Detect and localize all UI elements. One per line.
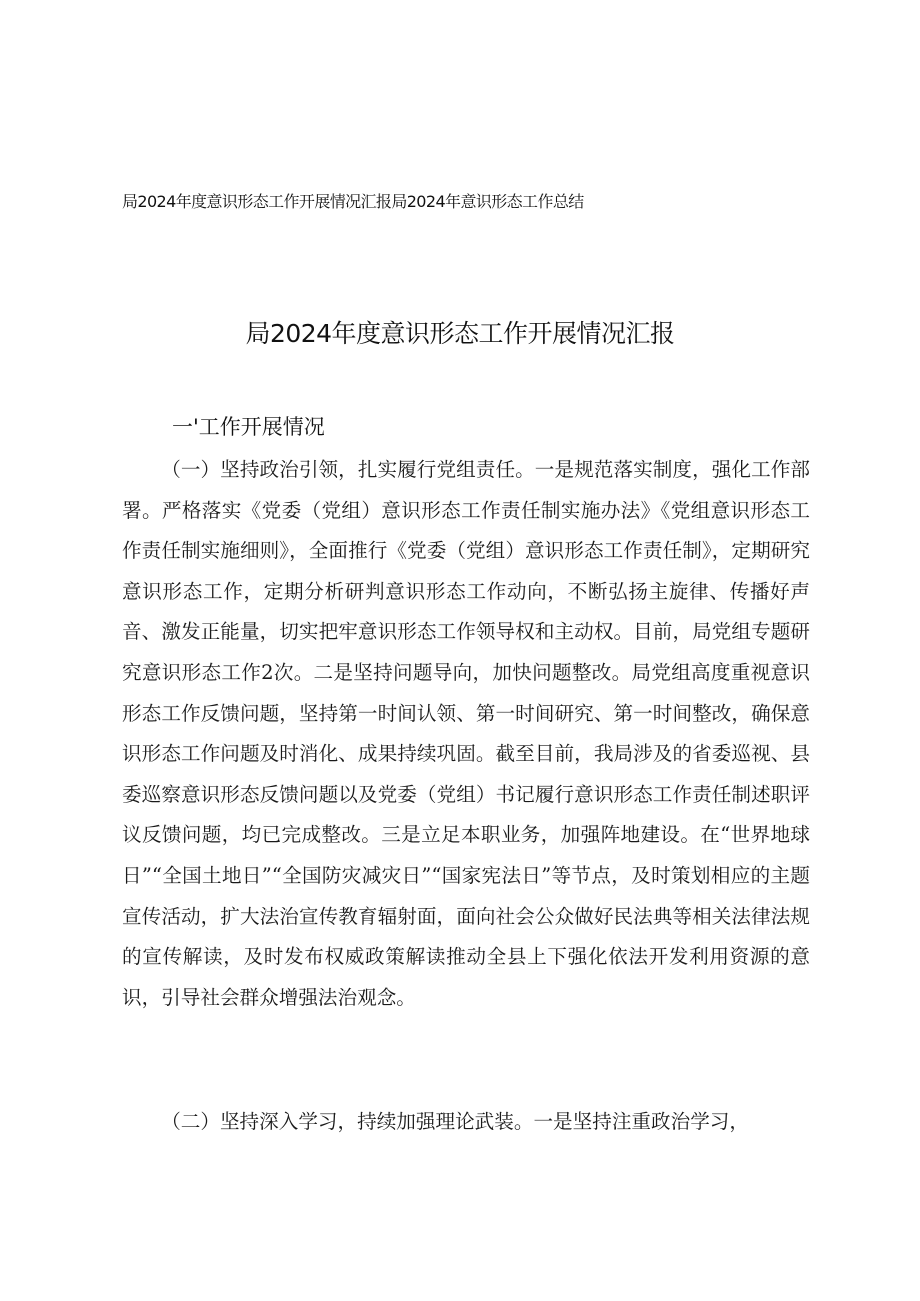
body-paragraph: （二）坚持深入学习，持续加强理论武装。一是坚持注重政治学习， <box>161 1110 749 1133</box>
section-heading: 一'工作开展情况 <box>172 415 325 439</box>
document-title: 局2024年度意识形态工作开展情况汇报 <box>245 319 675 348</box>
document-header: 局2024年度意识形态工作开展情况汇报局2024年意识形态工作总结 <box>122 192 584 211</box>
body-paragraph: （一）坚持政治引领，扎实履行党组责任。一是规范落实制度，强化工作部署。严格落实《党委（党组）意识形态工作责任制实施办法》《党组意识形态工作责任制实施细则》，全面推行《党委（党组）意识形态工作责任制》，定期研究意识形态工作，定期分析研判意识形态工作动向，不断弘扬主旋律、传播好声音、激发正能量，切实把牢意识形态工作领导权和主动权。目前，局党组专题研究意识形态工作2次。二是坚持问题导向，加快问题整改。局党组高度重视意识形态工作反馈问题，坚持第一时间认领、第一时间研究、第一时间整改，确保意识形态工作问题及时消化、成果持续巩固。截至目前，我局涉及的省委巡视、县委巡察意识形态反馈问题以及党委（党组）书记履行意识形态工作责任制述职评议反馈问题，均已完成整改。三是立足本职业务，加强阵地建设。在“世界地球日”“全国土地日”“全国防灾减灾日”“国家宪法日”等节点，及时策划相应的主题宣传活动，扩大法治宣传教育辐射面，面向社会公众做好民法典等相关法律法规的宣传解读，及时发布权威政策解读推动全县上下强化依法开发利用资源的意识，引导社会群众增强法治观念。 <box>122 458 810 1009</box>
